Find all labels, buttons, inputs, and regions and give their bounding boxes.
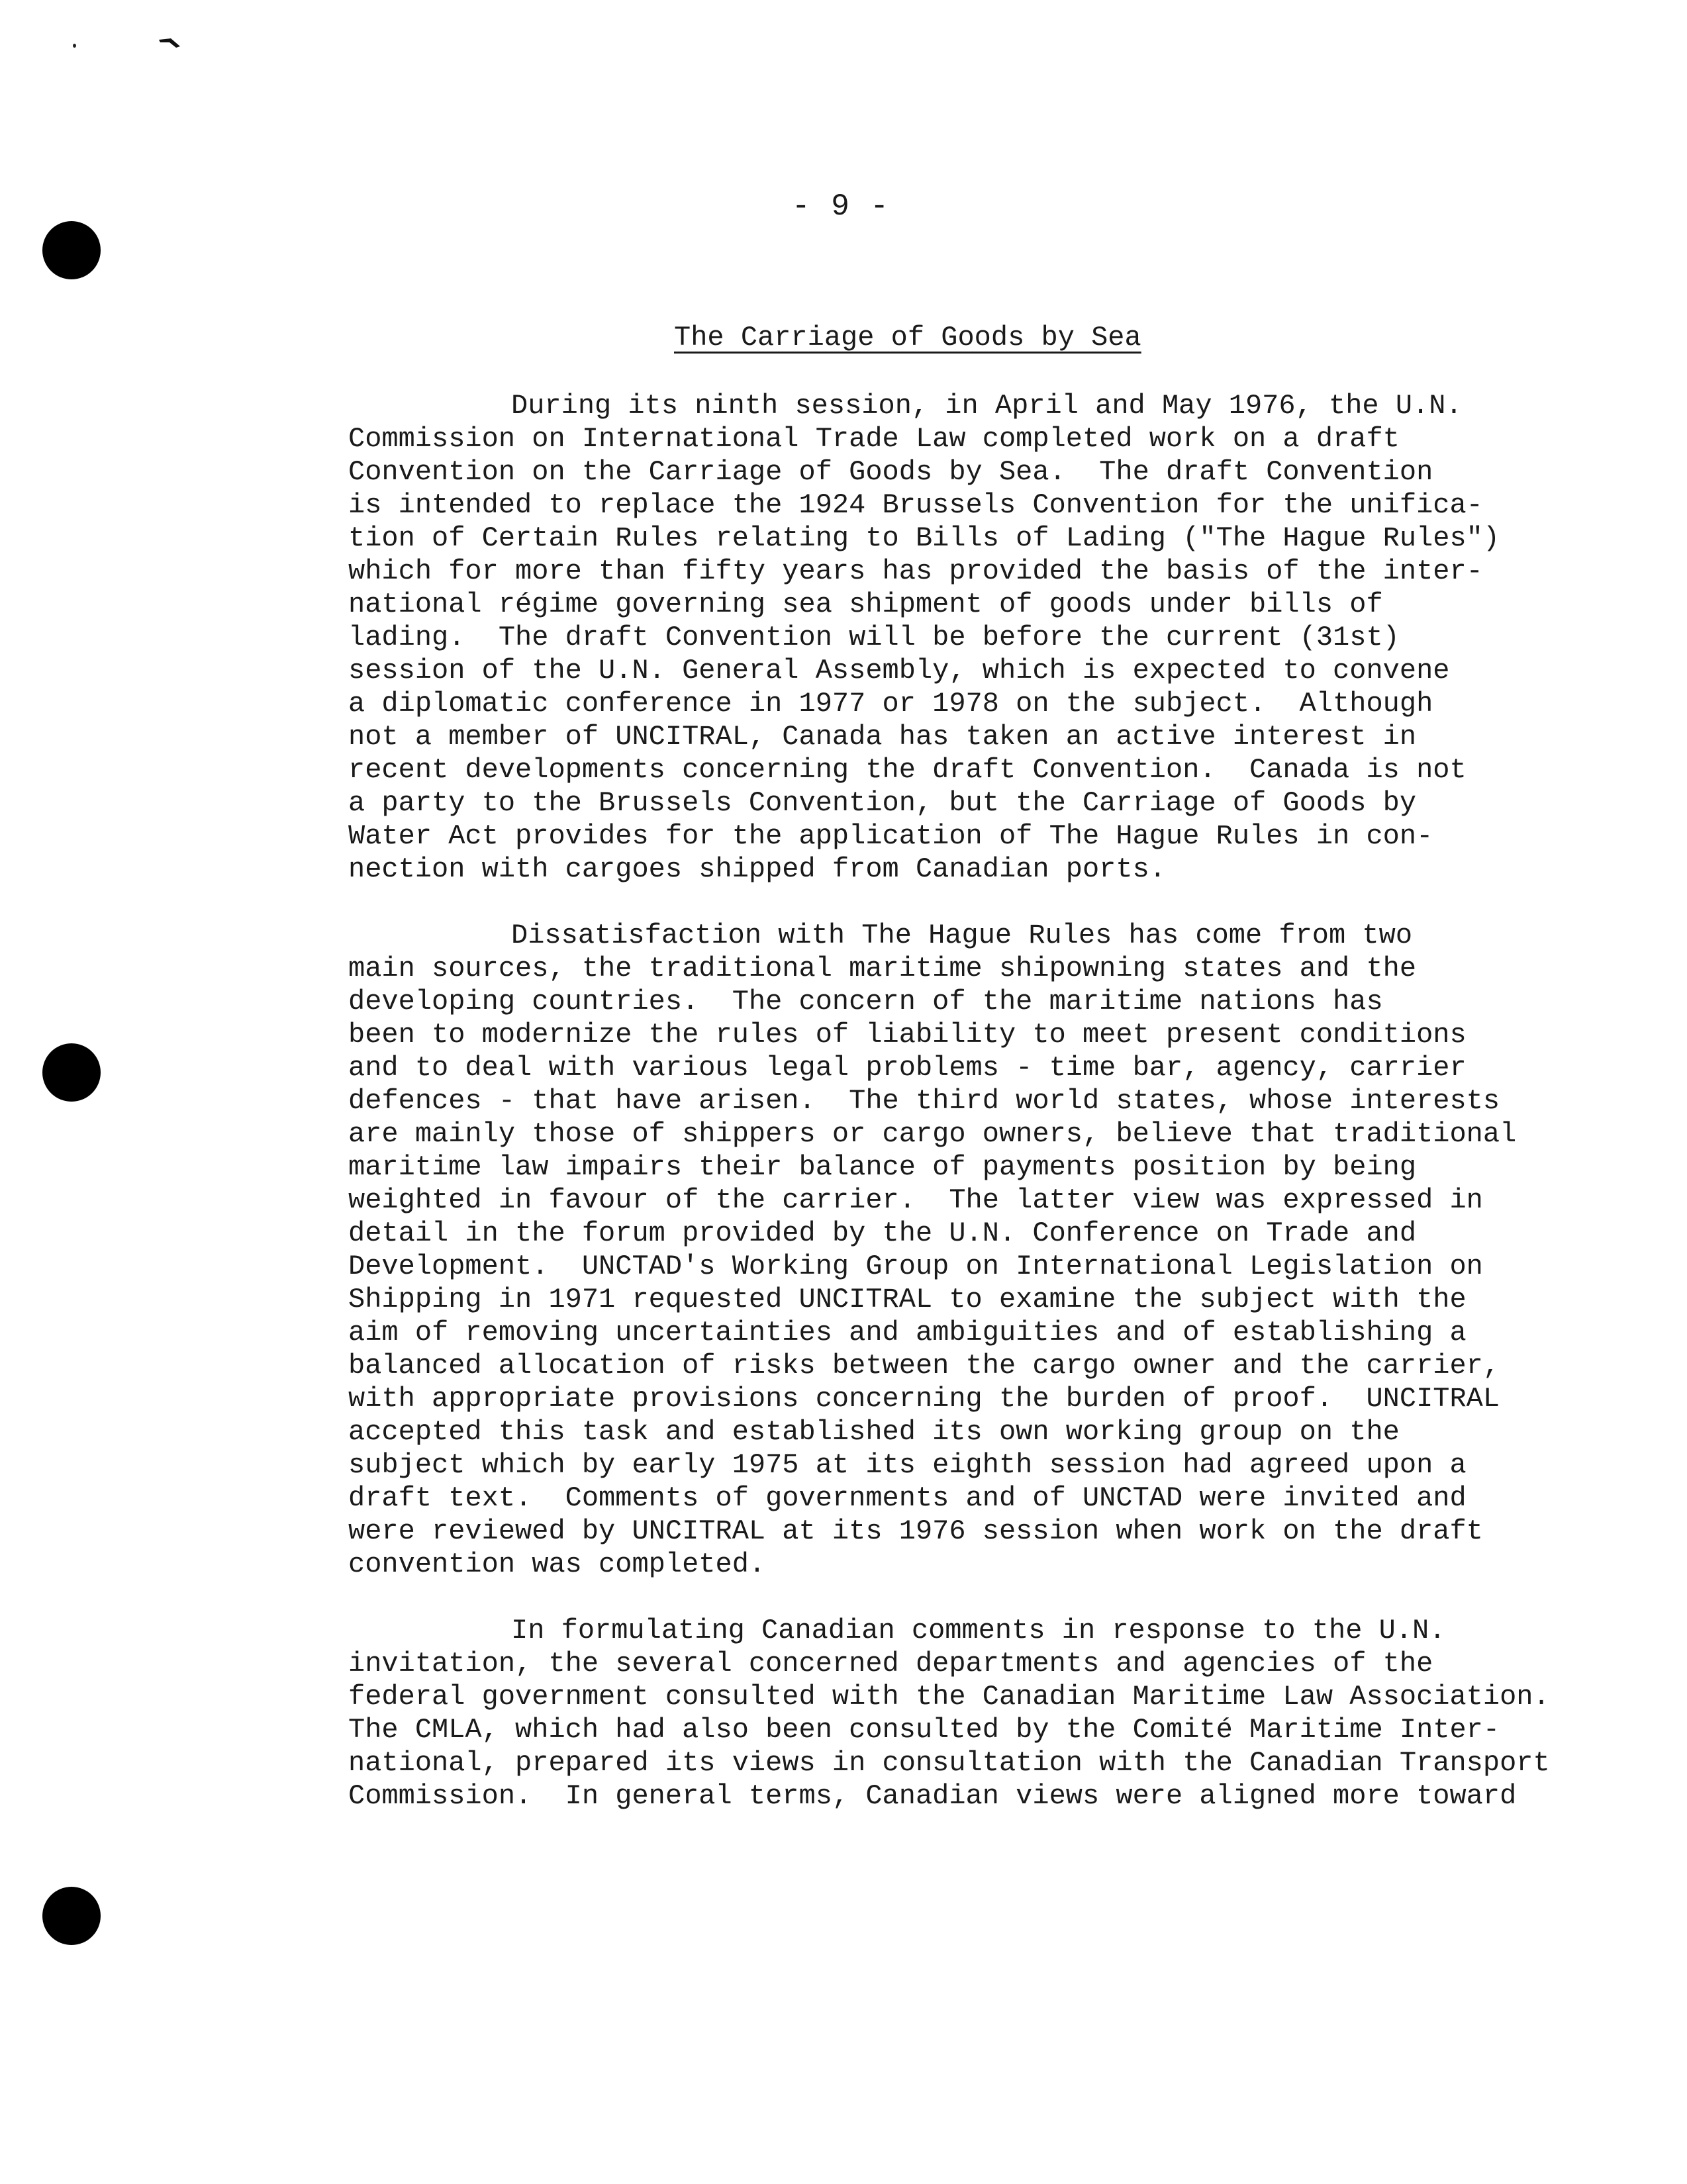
text-line: In formulating Canadian comments in response to the U.N. (511, 1615, 1446, 1646)
text-line: Development. UNCTAD's Working Group on International Legislation on (348, 1251, 1483, 1282)
text-line: defences - that have arisen. The third world states, whose interests (348, 1085, 1500, 1117)
text-line: national, prepared its views in consultation with the Canadian Transport (348, 1747, 1550, 1779)
text-line: balanced allocation of risks between the cargo owner and the carrier, (348, 1350, 1500, 1382)
text-line: invitation, the several concerned departments and agencies of the (348, 1648, 1433, 1680)
text-line: Commission on International Trade Law completed work on a draft (348, 423, 1400, 455)
text-line: Shipping in 1971 requested UNCITRAL to examine the subject with the (348, 1284, 1467, 1315)
punch-hole-bottom (42, 1887, 101, 1945)
text-line: Dissatisfaction with The Hague Rules has come from two (511, 920, 1413, 951)
text-line: Convention on the Carriage of Goods by Sea. The draft Convention (348, 456, 1433, 488)
text-line: national régime governing sea shipment of goods under bills of (348, 589, 1383, 620)
punch-hole-middle (42, 1043, 101, 1102)
text-line: and to deal with various legal problems - time bar, agency, carrier (348, 1052, 1467, 1084)
text-line: session of the U.N. General Assembly, which is expected to convene (348, 655, 1450, 687)
text-line: accepted this task and established its own working group on the (348, 1416, 1400, 1448)
text-line: are mainly those of shippers or cargo owners, believe that traditional (348, 1118, 1517, 1150)
text-line: which for more than fifty years has provided the basis of the inter- (348, 555, 1483, 587)
paper-speck (73, 44, 76, 48)
text-line: with appropriate provisions concerning the burden of proof. UNCITRAL (348, 1383, 1500, 1415)
text-line: is intended to replace the 1924 Brussels Convention for the unifica- (348, 489, 1483, 521)
text-line: weighted in favour of the carrier. The latter view was expressed in (348, 1184, 1483, 1216)
ink-smudge-mark (158, 37, 181, 49)
text-line: subject which by early 1975 at its eighth session had agreed upon a (348, 1449, 1467, 1481)
text-line: detail in the forum provided by the U.N. Conference on Trade and (348, 1217, 1417, 1249)
text-line: been to modernize the rules of liability to meet present conditions (348, 1019, 1467, 1051)
text-line: nection with cargoes shipped from Canadian ports. (348, 853, 1167, 885)
text-line: developing countries. The concern of the maritime nations has (348, 986, 1383, 1018)
text-line: tion of Certain Rules relating to Bills of Lading ("The Hague Rules") (348, 522, 1500, 554)
text-line: The CMLA, which had also been consulted by the Comité Maritime Inter- (348, 1714, 1500, 1746)
text-line: During its ninth session, in April and May 1976, the U.N. (511, 390, 1463, 422)
text-line: main sources, the traditional maritime shipowning states and the (348, 953, 1417, 984)
paragraph-1 (348, 389, 1553, 886)
text-line: federal government consulted with the Canadian Maritime Law Association. (348, 1681, 1550, 1713)
paragraph-3 (348, 1614, 1553, 1813)
text-line: convention was completed. (348, 1548, 766, 1580)
text-line: were reviewed by UNCITRAL at its 1976 session when work on the draft (348, 1515, 1483, 1547)
text-line: Water Act provides for the application of The Hague Rules in con- (348, 820, 1433, 852)
text-line: a diplomatic conference in 1977 or 1978 on the subject. Although (348, 688, 1433, 720)
text-line: not a member of UNCITRAL, Canada has taken an active interest in (348, 721, 1417, 753)
document-body (348, 389, 1553, 1846)
text-line: a party to the Brussels Convention, but the Carriage of Goods by (348, 787, 1417, 819)
text-line: draft text. Comments of governments and of UNCTAD were invited and (348, 1482, 1467, 1514)
page-number: - 9 - (792, 189, 891, 224)
section-title: The Carriage of Goods by Sea (674, 322, 1141, 354)
punch-hole-top (42, 221, 101, 279)
text-line: aim of removing uncertainties and ambiguities and of establishing a (348, 1317, 1467, 1349)
text-line: lading. The draft Convention will be before the current (31st) (348, 622, 1400, 653)
text-line: maritime law impairs their balance of payments position by being (348, 1151, 1417, 1183)
paragraph-2 (348, 919, 1553, 1581)
text-line: recent developments concerning the draft Convention. Canada is not (348, 754, 1467, 786)
text-line: Commission. In general terms, Canadian views were aligned more toward (348, 1780, 1517, 1812)
